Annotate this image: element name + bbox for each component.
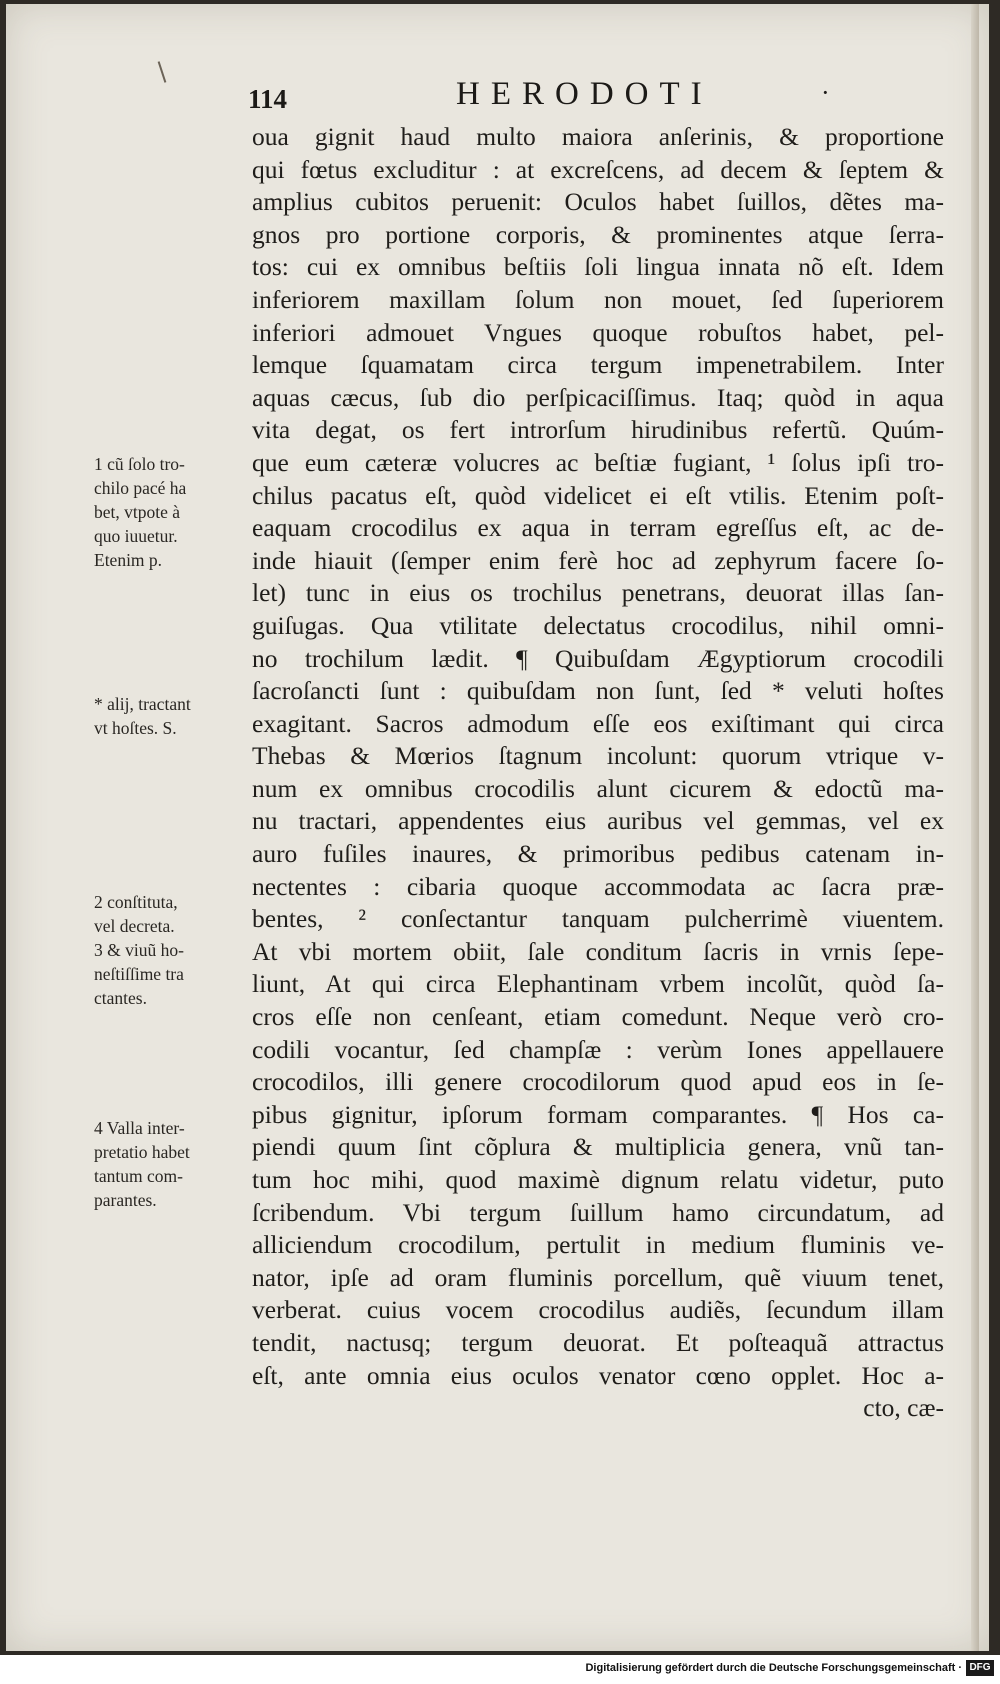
text-line: exagitant. Sacros admodum eſſe eos exiſtimant qui circa — [252, 708, 944, 738]
margin-note-line: quo iuuetur. — [94, 526, 178, 546]
text-line: lemque ſquamatam circa tergum impenetrabilem. Inter — [252, 350, 944, 380]
text-line: nu tractari, appendentes eius auribus vel gemmas, vel ex — [252, 806, 944, 836]
margin-note-line: 1 cũ ſolo tro- — [94, 454, 185, 474]
dfg-logo: DFG — [966, 1660, 994, 1676]
margin-note-line: 3 & viuũ ho- — [94, 940, 184, 960]
text-line: chilus pacatus eſt, quòd videlicet ei eſt vtilis. Etenim poſt- — [252, 480, 944, 510]
text-line: pibus gignitur, ipſorum formam comparantes. ¶ Hos ca- — [252, 1099, 944, 1129]
text-line: vita degat, os fert introrſum hirudinibus refertũ. Quúm- — [252, 415, 944, 445]
text-line: inde hiauit (ſemper enim ferè hoc ad zephyrum facere ſo- — [252, 545, 944, 575]
running-head-mark: · — [821, 78, 830, 107]
text-line: guiſugas. Qua vtilitate delectatus crocodilus, nihil omni- — [252, 610, 944, 640]
margin-note-2 — [94, 692, 244, 740]
margin-note-line: tantum com- — [94, 1166, 183, 1186]
text-line: Thebas & Mœrios ſtagnum incolunt: quorum vtrique v- — [252, 741, 944, 771]
text-line: no trochilum lædit. ¶ Quibuſdam Ægyptiorum crocodili — [252, 643, 944, 673]
text-line: eaquam crocodilus ex aqua in terram egreſſus eſt, ac de- — [252, 513, 944, 543]
text-line: que eum cæteræ volucres ac beſtiæ fugiant, ¹ ſolus ipſi tro- — [252, 447, 944, 477]
margin-note-line: pretatio habet — [94, 1142, 190, 1162]
text-line: inferiorem maxillam ſolum non mouet, ſed ſuperiorem — [252, 284, 944, 314]
margin-note-line: neſtiſſime tra — [94, 964, 184, 984]
page-number: 114 — [248, 84, 288, 114]
text-line: piendi quum ſint cõplura & multiplicia genera, vnũ tan- — [252, 1132, 944, 1162]
text-line: oua gignit haud multo maiora anſerinis, & proportione — [252, 122, 944, 151]
text-line: liunt, At qui circa Elephantinam vrbem incolũt, quòd ſa- — [252, 969, 944, 999]
text-line: nectentes : cibaria quoque accommodata ac ſacra præ- — [252, 871, 944, 901]
margin-note-line: * alij, tractant — [94, 694, 191, 714]
margin-note-line: ctantes. — [94, 988, 147, 1008]
main-text-block — [252, 121, 944, 1425]
margin-note-line: 2 conſtituta, — [94, 892, 178, 912]
text-line: let) tunc in eius os trochilus penetrans, deuorat illas ſan- — [252, 578, 944, 608]
text-line: auro fuſiles inaures, & primoribus pedibus catenam in- — [252, 839, 944, 869]
margin-note-line: parantes. — [94, 1190, 157, 1210]
text-line: amplius cubitos peruenit: Oculos habet ſuillos, dẽtes ma- — [252, 187, 944, 217]
text-line: crocodilos, illi genere crocodilorum quod apud eos in ſe- — [252, 1067, 944, 1097]
text-line: cros eſſe non cenſeant, etiam comedunt. Neque verò cro- — [252, 1002, 944, 1032]
text-line: gnos pro portione corporis, & prominentes atque ſerra- — [252, 219, 944, 249]
margin-note-line: chilo pacé ha — [94, 478, 187, 498]
margin-note-line: 4 Valla inter- — [94, 1118, 185, 1138]
text-line: nator, ipſe ad oram fluminis porcellum, quẽ viuum tenet, — [252, 1262, 944, 1292]
catchword-line: cto, cæ- — [863, 1393, 944, 1423]
margin-note-1 — [94, 452, 244, 572]
text-line: aquas cæcus, ſub dio perſpicaciſſimus. Itaq; quòd in aqua — [252, 382, 944, 412]
text-line: num ex omnibus crocodilis alunt cicurem & edoctũ ma- — [252, 773, 944, 803]
margin-note-line: vel decreta. — [94, 916, 175, 936]
text-line: qui fœtus excluditur : at excreſcens, ad decem & ſeptem & — [252, 154, 944, 184]
margin-note-line: vt hoſtes. S. — [94, 718, 177, 738]
funding-credit: Digitalisierung gefördert durch die Deutsche Forschungsgemeinschaft · — [585, 1662, 962, 1674]
text-line: inferiori admouet Vngues quoque robuſtos habet, pel- — [252, 317, 944, 347]
margin-note-4 — [94, 1116, 244, 1212]
text-line: eſt, ante omnia eius oculos venator cœno opplet. Hoc a- — [252, 1360, 944, 1390]
margin-note-line: bet, vtpote à — [94, 502, 181, 522]
digitization-footer — [0, 1655, 1000, 1684]
text-line: tum hoc mihi, quod maximè dignum relatu videtur, puto — [252, 1165, 944, 1194]
running-head-title: HERODOTI — [456, 76, 713, 112]
text-line: bentes, ² conſectantur tanquam pulcherrimè viuentem. — [252, 904, 944, 934]
text-line: ſacroſancti ſunt : quibuſdam non ſunt, ſed * veluti hoſtes — [252, 676, 944, 706]
text-line: tos: cui ex omnibus beſtiis ſoli lingua innata nõ eſt. Idem — [252, 252, 944, 282]
margin-note-line: Etenim p. — [94, 550, 163, 570]
book-page — [6, 4, 989, 1651]
margin-note-3 — [94, 890, 244, 1010]
text-line: tendit, nactusq; tergum deuorat. Et poſteaquã attractus — [252, 1327, 944, 1357]
text-line: codili vocantur, ſed champſæ : verùm Iones appellauere — [252, 1034, 944, 1064]
text-line: At vbi mortem obiit, ſale conditum ſacris in vrnis ſepe- — [252, 936, 944, 966]
text-line: ſcribendum. Vbi tergum ſuillum hamo circundatum, ad — [252, 1197, 944, 1227]
text-line: verberat. cuius vocem crocodilus audiẽs, ſecundum illam — [252, 1295, 944, 1325]
page-edge — [971, 4, 979, 1651]
text-line: alliciendum crocodilum, pertulit in medium fluminis ve- — [252, 1230, 944, 1260]
running-head — [6, 76, 989, 116]
